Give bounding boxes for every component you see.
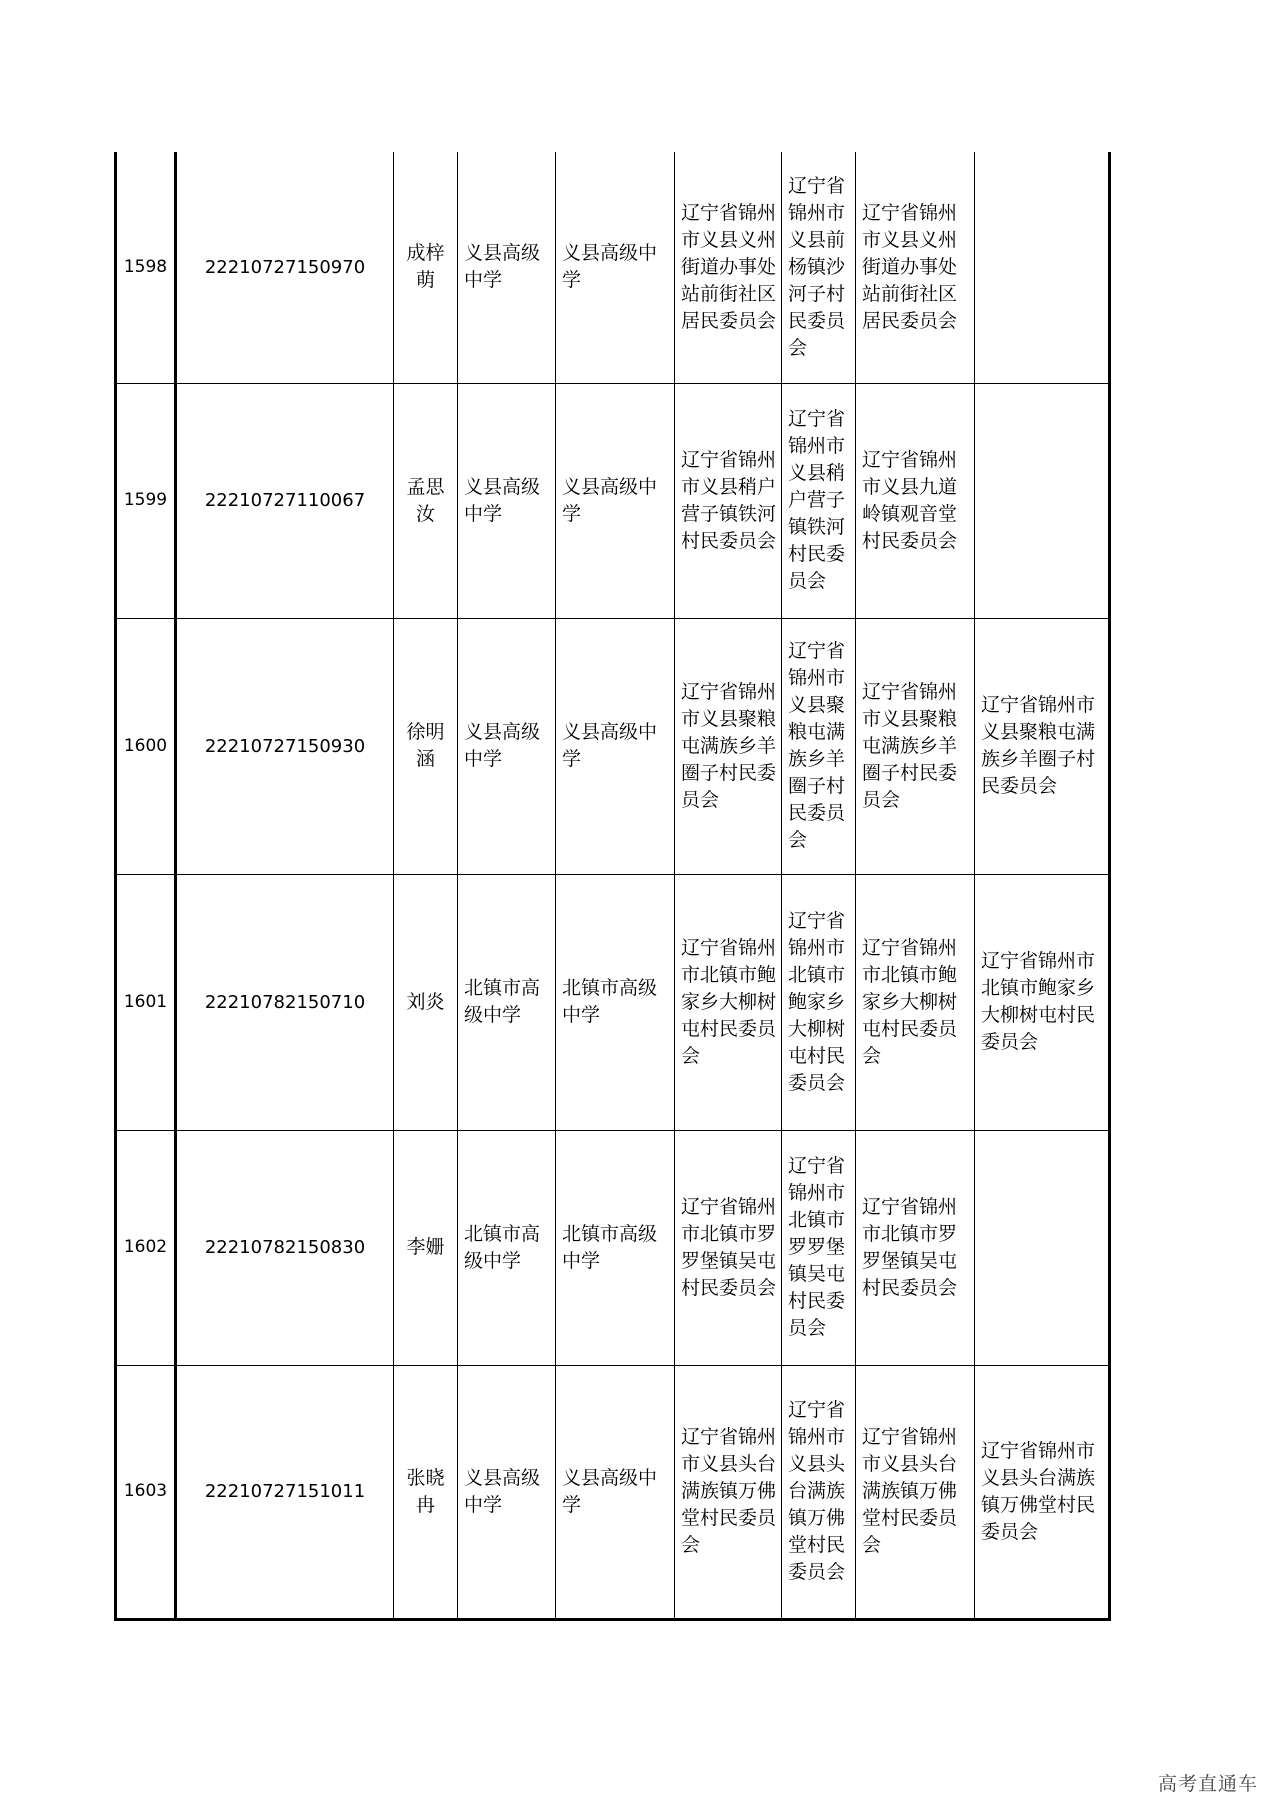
name-cell: 成梓萌 [394, 152, 458, 383]
table-row [116, 383, 1110, 618]
school-cell: 义县高级中学 [458, 152, 556, 383]
student-roster-table [114, 152, 1111, 1621]
address-cell-2: 辽宁省锦州市义县前杨镇沙河子村民委员会 [782, 152, 856, 383]
table-row [116, 1365, 1110, 1619]
address-cell-3: 辽宁省锦州市义县头台满族镇万佛堂村民委员会 [856, 1365, 975, 1619]
address-cell-4: 辽宁省锦州市北镇市鲍家乡大柳树屯村民委员会 [975, 874, 1110, 1130]
name-cell: 李姗 [394, 1130, 458, 1365]
address-cell-2: 辽宁省锦州市北镇市罗罗堡镇吴屯村民委员会 [782, 1130, 856, 1365]
table-row [116, 874, 1110, 1130]
table-row [116, 1130, 1110, 1365]
name-cell: 刘炎 [394, 874, 458, 1130]
address-cell-1: 辽宁省锦州市义县稍户营子镇铁河村民委员会 [675, 383, 782, 618]
address-cell-4: 辽宁省锦州市义县头台满族镇万佛堂村民委员会 [975, 1365, 1110, 1619]
seq-cell: 1601 [116, 874, 176, 1130]
exam-id-cell: 22210727150930 [176, 618, 394, 874]
address-cell-4 [975, 1130, 1110, 1365]
table-row [116, 618, 1110, 874]
exam-id-cell: 22210727150970 [176, 152, 394, 383]
table-row [116, 152, 1110, 383]
name-cell: 徐明涵 [394, 618, 458, 874]
address-cell-3: 辽宁省锦州市义县义州街道办事处站前街社区居民委员会 [856, 152, 975, 383]
school-cell-2: 义县高级中学 [556, 152, 675, 383]
watermark-text: 高考直通车 [1157, 1773, 1258, 1795]
exam-id-cell: 22210727151011 [176, 1365, 394, 1619]
exam-id-cell: 22210782150830 [176, 1130, 394, 1365]
school-cell: 义县高级中学 [458, 618, 556, 874]
address-cell-2: 辽宁省锦州市义县头台满族镇万佛堂村民委员会 [782, 1365, 856, 1619]
school-cell: 北镇市高级中学 [458, 874, 556, 1130]
school-cell-2: 义县高级中学 [556, 1365, 675, 1619]
address-cell-3: 辽宁省锦州市北镇市罗罗堡镇吴屯村民委员会 [856, 1130, 975, 1365]
seq-cell: 1602 [116, 1130, 176, 1365]
address-cell-3: 辽宁省锦州市北镇市鲍家乡大柳树屯村民委员会 [856, 874, 975, 1130]
address-cell-3: 辽宁省锦州市义县九道岭镇观音堂村民委员会 [856, 383, 975, 618]
school-cell-2: 义县高级中学 [556, 383, 675, 618]
seq-cell: 1603 [116, 1365, 176, 1619]
school-cell-2: 北镇市高级中学 [556, 1130, 675, 1365]
exam-id-cell: 22210782150710 [176, 874, 394, 1130]
exam-id-cell: 22210727110067 [176, 383, 394, 618]
school-cell-2: 义县高级中学 [556, 618, 675, 874]
school-cell-2: 北镇市高级中学 [556, 874, 675, 1130]
address-cell-4: 辽宁省锦州市义县聚粮屯满族乡羊圈子村民委员会 [975, 618, 1110, 874]
address-cell-2: 辽宁省锦州市北镇市鲍家乡大柳树屯村民委员会 [782, 874, 856, 1130]
school-cell: 北镇市高级中学 [458, 1130, 556, 1365]
seq-cell: 1600 [116, 618, 176, 874]
address-cell-2: 辽宁省锦州市义县聚粮屯满族乡羊圈子村民委员会 [782, 618, 856, 874]
address-cell-4 [975, 152, 1110, 383]
school-cell: 义县高级中学 [458, 383, 556, 618]
name-cell: 张晓冉 [394, 1365, 458, 1619]
address-cell-3: 辽宁省锦州市义县聚粮屯满族乡羊圈子村民委员会 [856, 618, 975, 874]
address-cell-1: 辽宁省锦州市北镇市罗罗堡镇吴屯村民委员会 [675, 1130, 782, 1365]
address-cell-1: 辽宁省锦州市北镇市鲍家乡大柳树屯村民委员会 [675, 874, 782, 1130]
school-cell: 义县高级中学 [458, 1365, 556, 1619]
address-cell-2: 辽宁省锦州市义县稍户营子镇铁河村民委员会 [782, 383, 856, 618]
seq-cell: 1598 [116, 152, 176, 383]
address-cell-1: 辽宁省锦州市义县头台满族镇万佛堂村民委员会 [675, 1365, 782, 1619]
address-cell-1: 辽宁省锦州市义县义州街道办事处站前街社区居民委员会 [675, 152, 782, 383]
name-cell: 孟思汝 [394, 383, 458, 618]
seq-cell: 1599 [116, 383, 176, 618]
address-cell-1: 辽宁省锦州市义县聚粮屯满族乡羊圈子村民委员会 [675, 618, 782, 874]
address-cell-4 [975, 383, 1110, 618]
